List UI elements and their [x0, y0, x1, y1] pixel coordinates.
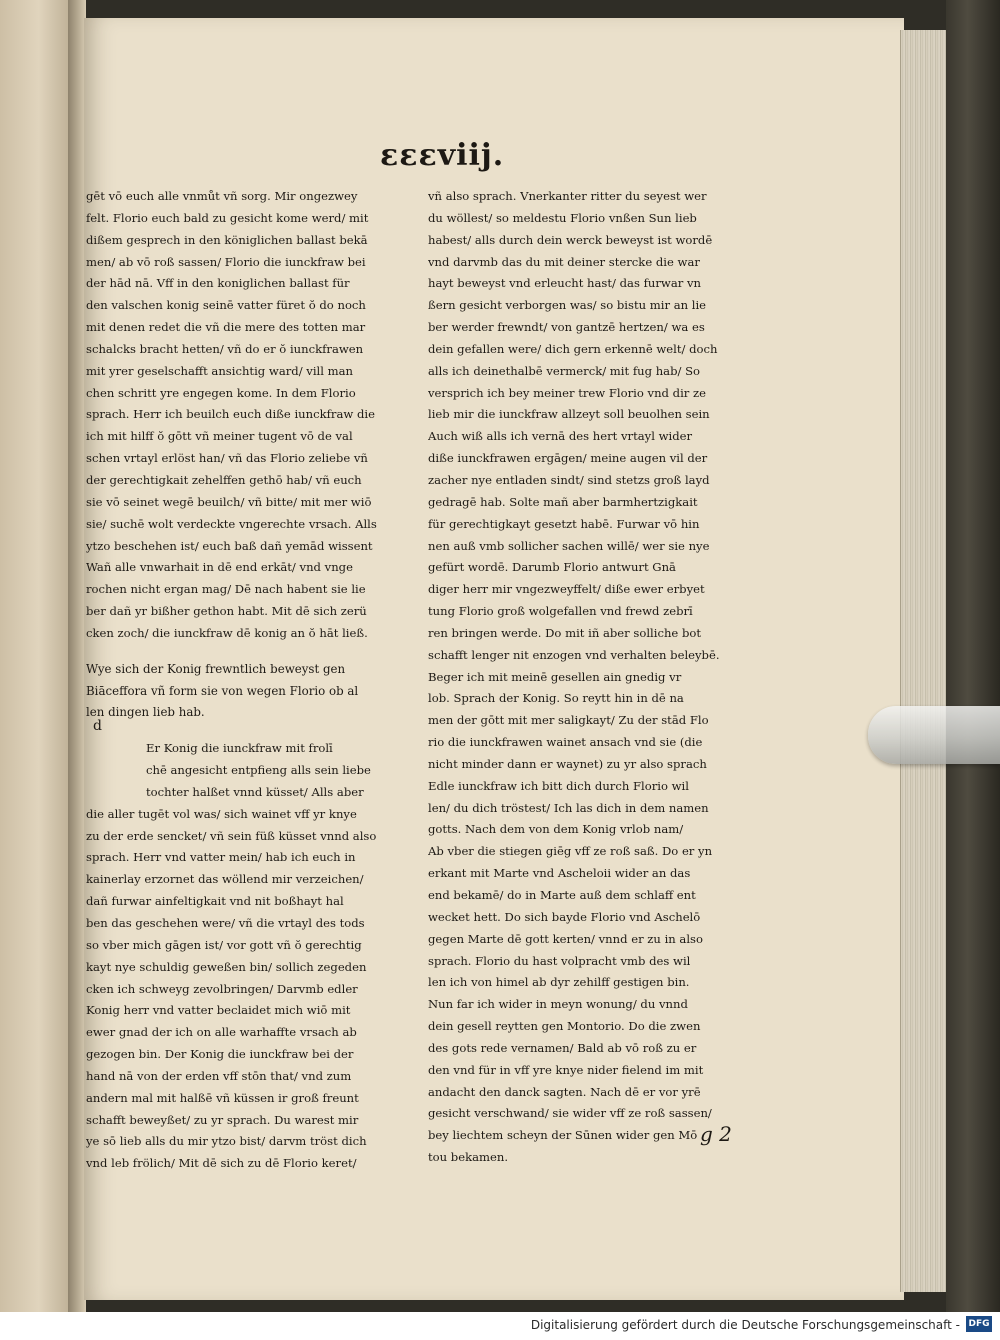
text-line: du wöllest/ so meldestu Florio vnßen Sun lieb [428, 210, 697, 225]
paragraph-gap [86, 645, 416, 659]
text-line: schafft lenger nit enzogen vnd verhalten beleybē. [428, 647, 720, 662]
text-line: ber dañ yr bißher gethon habt. Mit dē sich zerü [86, 604, 367, 619]
text-line: ren bringen werde. Do mit iñ aber solliche bot [428, 625, 702, 640]
text-line: des gots rede vernamen/ Bald ab vō roß zu er [428, 1040, 697, 1055]
text-line: ßern gesicht verborgen was/ so bistu mir an lie [428, 298, 707, 313]
text-line: gedragē hab. Solte mañ aber barmhertzigkait [428, 494, 698, 509]
text-line: Wye sich der Konig frewntlich beweyst gen [86, 661, 346, 676]
text-line: so vber mich gāgen ist/ vor gott vñ ŏ gerechtig [86, 937, 362, 952]
text-line: len dingen lieb hab. [86, 705, 205, 720]
text-line: diger herr mir vngezweyffelt/ diße ewer erbyet [428, 582, 705, 597]
text-line: Auch wiß alls ich vernā des hert vrtayl wider [428, 429, 693, 444]
text-line: felt. Florio euch bald zu gesicht kome werd/ mit [86, 210, 369, 225]
text-line: chē angesicht entpfieng alls sein liebe [146, 763, 371, 778]
text-line: bey liechtem scheyn der Sūnen wider gen Mō [428, 1128, 698, 1143]
text-line: versprich ich bey meiner trew Florio vnd dir ze [428, 385, 706, 400]
text-line: rochen nicht ergan mag/ Dē nach habent sie lie [86, 582, 366, 597]
text-line: ye sō lieb alls du mir ytzo bist/ darvm tröst dich [86, 1134, 367, 1149]
text-line: schen vrtayl erlöst han/ vñ das Florio zeliebe vñ [86, 451, 368, 466]
text-line: nicht minder dann er waynet) zu yr also sprach [428, 756, 707, 771]
text-line: tung Florio groß wolgefallen vnd frewd zebrī [428, 604, 693, 619]
folio-number: ɛɛɛviij. [380, 138, 505, 173]
text-line: hand nā von der erden vff stōn that/ vnd zum [86, 1068, 352, 1083]
text-line: ytzo beschehen ist/ euch baß dañ yemād wissent [86, 538, 373, 553]
text-line: lieb mir die iunckfraw allzeyt soll beuolhen sein [428, 407, 710, 422]
text-line: vñ also sprach. Vnerkanter ritter du seyest wer [428, 189, 707, 203]
text-line: kayt nye schuldig geweßen bin/ sollich zegeden [86, 959, 367, 974]
text-line: tou bekamen. [428, 1150, 509, 1165]
text-line: tochter halßet vnnd küsset/ Alls aber [146, 784, 364, 799]
text-line: andern mal mit halßē vñ küssen ir groß freunt [86, 1090, 359, 1105]
text-line: rio die iunckfrawen wainet ansach vnd sie (die [428, 735, 703, 750]
paragraph-gap [86, 724, 416, 738]
footer-credit: Digitalisierung gefördert durch die Deutsche Forschungsgemeinschaft - [530, 1318, 960, 1332]
text-line: men/ ab vō roß sassen/ Florio die iunckfraw bei [86, 254, 366, 269]
text-line: sie vō seinet wegē beuilch/ vñ bitte/ mit mer wiō [86, 494, 372, 509]
text-line: gotts. Nach dem von dem Konig vrlob nam/ [428, 822, 684, 837]
text-line: len ich von himel ab dyr zehilff gestigen bin. [428, 975, 690, 990]
text-line: schalcks bracht hetten/ vñ do er ŏ iunckfrawen [86, 341, 364, 356]
text-line: mit yrer geselschafft ansichtig ward/ vill man [86, 363, 354, 378]
text-line: nen auß vmb sollicher sachen willē/ wer sie nye [428, 538, 710, 553]
text-line: den valschen konig seinē vatter füret ŏ do noch [86, 298, 366, 313]
text-line: sprach. Herr vnd vatter mein/ hab ich euch in [86, 850, 356, 865]
text-line: Konig herr vnd vatter beclaidet mich wiō mit [86, 1003, 351, 1018]
text-line: zu der erde sencket/ vñ sein füß küsset vnnd also [86, 828, 377, 843]
signature-mark: g 2 [700, 1122, 732, 1146]
text-line: ben das geschehen were/ vñ die vrtayl des tods [86, 916, 365, 930]
initial-letter: d [93, 718, 102, 734]
text-line: cken ich schweyg zevolbringen/ Darvmb edler [86, 981, 358, 996]
text-line: alls ich deinethalbē vermerck/ mit fug hab/ So [428, 363, 701, 378]
text-line: len/ du dich tröstest/ Ich las dich in dem namen [428, 800, 709, 815]
text-line: men der gōtt mit mer saligkayt/ Zu der stād Flo [428, 713, 709, 728]
text-line: gegen Marte dē gott kerten/ vnnd er zu in also [428, 931, 703, 946]
text-line: Biāceffora vñ form sie von wegen Florio ob al [86, 683, 359, 698]
text-line: dein gefallen were/ dich gern erkennē welt/ doch [428, 341, 718, 356]
text-line: ich mit hilff ŏ gōtt vñ meiner tugent vō de val [86, 429, 353, 444]
text-line: den vnd für in vff yre knye nider fielend im mit [428, 1062, 704, 1077]
text-line: ber werder frewndt/ von gantzē hertzen/ wa es [428, 320, 705, 335]
text-line: zacher nye entladen sindt/ sind stetzs groß layd [428, 472, 710, 487]
text-line: mit denen redet die vñ die mere des totten mar [86, 320, 366, 335]
text-line: vnd darvmb das du mit deiner stercke die war [428, 254, 700, 269]
left-page-edge [0, 0, 70, 1312]
text-line: end bekamē/ do in Marte auß dem schlaff ent [428, 888, 696, 902]
text-line: sprach. Herr ich beuilch euch diße iunckfraw die [86, 407, 375, 422]
text-line: erkant mit Marte vnd Ascheloii wider an das [428, 866, 691, 881]
text-line: Nun far ich wider in meyn wonung/ du vnnd [428, 997, 688, 1012]
dfg-logo: DFG [966, 1316, 992, 1332]
text-line: kainerlay erzornet das wöllend mir verzeichen/ [86, 872, 364, 887]
text-line: der gerechtigkait zehelffen gethō hab/ vñ euch [86, 472, 362, 487]
text-line: für gerechtigkayt gesetzt habē. Furwar vō hin [428, 516, 700, 531]
text-line: sie/ suchē wolt verdeckte vngerechte vrsach. Alls [86, 516, 377, 531]
text-line: dañ furwar ainfeltigkait vnd nit boßhayt hal [86, 894, 344, 909]
text-line: Wañ alle vnwarhait in dē end erkāt/ vnd vnge [86, 560, 353, 575]
text-line: schafft beweyßet/ zu yr sprach. Du warest mir [86, 1112, 359, 1127]
text-line: ewer gnad der ich on alle warhaffte vrsach ab [86, 1025, 357, 1040]
text-line: andacht den danck sagten. Nach dē er vor yrē [428, 1084, 701, 1099]
text-line: Ab vber die stiegen giēg vff ze roß saß. Do er yn [428, 844, 713, 859]
text-line: cken zoch/ die iunckfraw dē konig an ŏ hāt ließ. [86, 625, 368, 640]
text-line: der hād nā. Vff in den koniglichen ballast für [86, 276, 350, 291]
text-line: dißem gesprech in den königlichen ballast bekā [86, 232, 368, 247]
text-line: Beger ich mit meinē gesellen ain gnedig vr [428, 669, 682, 684]
text-line: hayt beweyst vnd erleucht hast/ das furwar vn [428, 276, 701, 291]
text-line: dein gesell reytten gen Montorio. Do die zwen [428, 1019, 701, 1034]
text-line: vnd leb frölich/ Mit dē sich zu dē Florio keret/ [86, 1156, 357, 1171]
right-text-column [428, 186, 772, 1169]
book-cover-edge [946, 0, 1000, 1312]
text-line: diße iunckfrawen ergāgen/ meine augen vil der [428, 451, 708, 466]
clip-tab [868, 706, 1000, 764]
text-line: lob. Sprach der Konig. So reytt hin in dē na [428, 691, 684, 706]
text-line: gefürt wordē. Darumb Florio antwurt Gnā [428, 560, 676, 575]
text-line: chen schritt yre engegen kome. In dem Florio [86, 385, 356, 400]
page-edges [900, 30, 949, 1292]
text-line: Edle iunckfraw ich bitt dich durch Florio wil [428, 778, 689, 793]
text-line: gesicht verschwand/ sie wider vff ze roß sassen/ [428, 1106, 712, 1121]
text-line: sprach. Florio du hast volpracht vmb des wil [428, 953, 691, 968]
text-line: habest/ alls durch dein werck beweyst ist wordē [428, 232, 713, 247]
text-line: wecket hett. Do sich bayde Florio vnd Aschelō [428, 909, 701, 924]
text-line: gēt vō euch alle vnmůt vñ sorg. Mir ongezwey [86, 189, 358, 203]
text-line: die aller tugēt vol was/ sich wainet vff yr knye [86, 806, 357, 821]
text-line: gezogen bin. Der Konig die iunckfraw bei der [86, 1047, 354, 1062]
text-line: Er Konig die iunckfraw mit frolī [146, 741, 333, 756]
left-text-column [86, 186, 416, 1175]
